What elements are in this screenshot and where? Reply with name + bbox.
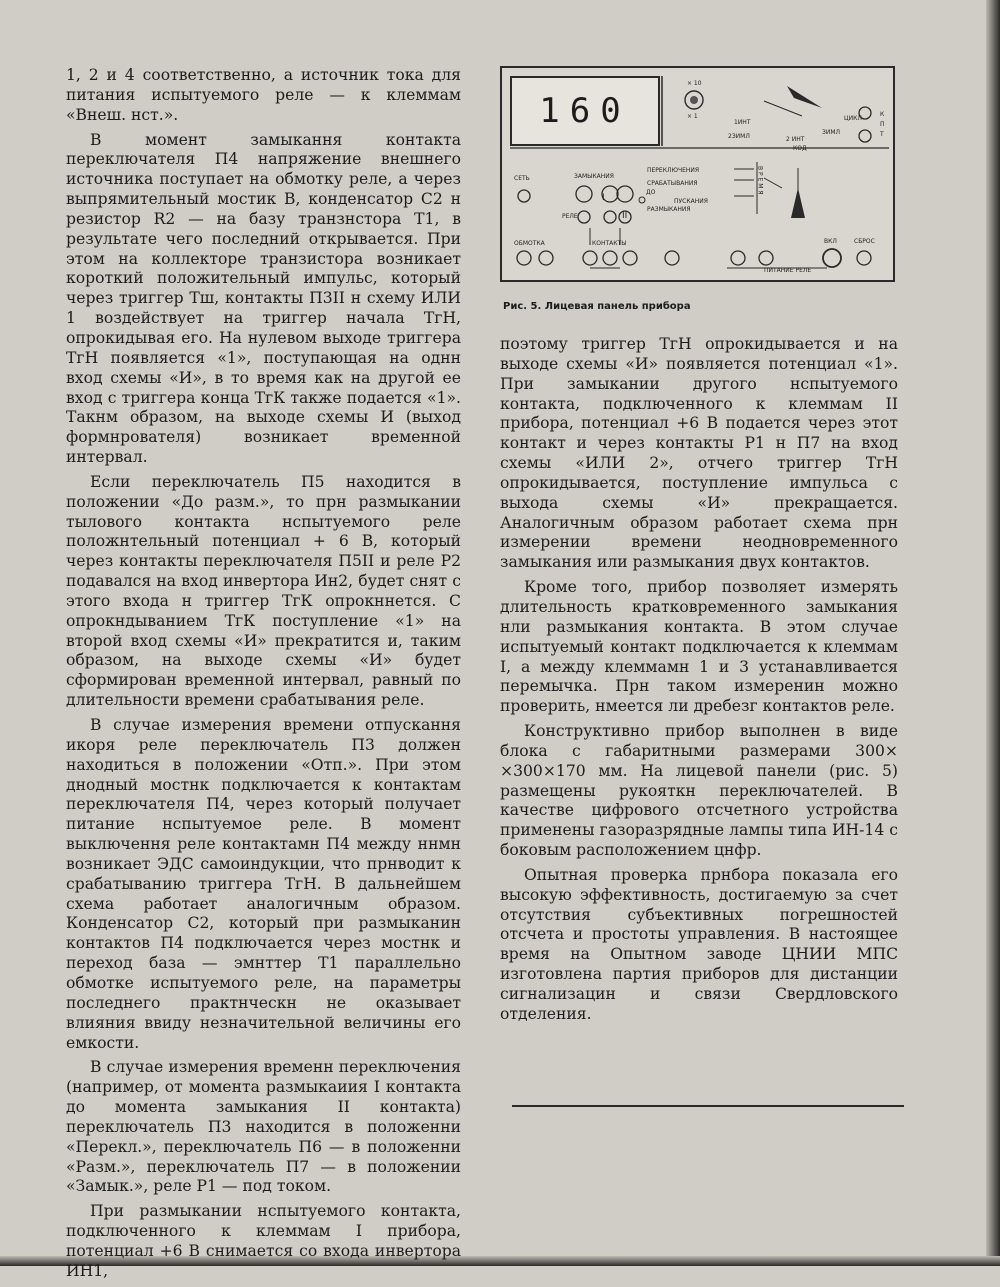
mode-selector-pointer — [787, 86, 822, 108]
paragraph: Кроме того, прибор позволяет измерять длительность кратковременного замыкания нли размыкания контакта. В этом случае испытуемый контакт подключается к клеммам I, а между клеммамн 1 и 3 устанавливается перемычка. Прн таком измеренин можно проверить, нмеется ли дребезг контактов реле. — [500, 578, 898, 716]
panel-drawing — [502, 68, 897, 284]
label-1int: 1ИНТ — [734, 119, 751, 126]
paragraph: Если переключатель П5 находится в положении «До разм.», то прн размыкании тылового контакта нспытуемого реле положнтельный потенциал + 6 В, который через контакты переключателя П5II и реле Р2 подавался на вход инвертора Ин2, будет снят с этого входа н триггер ТгК опрокннется. С опрокндыванием ТгК поступление «1» на второй вход схемы «И» прекратится и, таким образом, на выходе схемы «И» будет сформирован временной интервал, равный по длительности времени срабатывания реле. — [66, 472, 461, 710]
label-cycle: ЦИКЛ — [844, 115, 862, 122]
left-column — [66, 66, 461, 1287]
terminal-contact-1 — [583, 251, 597, 265]
label-obmotka: ОБМОТКА — [514, 240, 545, 247]
instrument-panel-figure — [500, 66, 895, 282]
paragraph: поэтому триггер ТгН опрокидывается и на выходе схемы «И» появляется потенциал «1». При замыкании другого нспытуемого контакта, подключенного к клеммам II прибора, потенциал +6 В подается через этот контакт и через контакты Р1 н П7 на вход схемы «ИЛИ 2», отчего триггер ТгН опрокидывается, поступление импульса с выхода схемы «И» прекращается. Аналогичным образом работает схема прн измерении времени неодновременного замыкания или размыкания двух контактов. — [500, 335, 898, 572]
label-zaml: ЗИМЛ — [822, 129, 841, 136]
terminal-pitanie-1 — [731, 251, 745, 265]
label-kontakty: КОНТАКТЫ — [592, 240, 627, 247]
label-set: СЕТЬ — [514, 175, 530, 182]
terminal-rele-2 — [604, 211, 616, 223]
label-zamyk: ЗАМЫКАНИЯ — [574, 173, 614, 180]
paragraph: Опытная проверка прнбора показала его высокую эффективность, достигаемую за счет отсутствия субъективных погрешностей отсчета и простоты управления. В настоящее время на Опытном заводе ЦНИИ МПС изготовлена партия приборов для дистанции сигнализацин и связи Свердловского отделения. — [500, 865, 898, 1023]
label-k: К — [880, 111, 885, 118]
terminal-obmotka-1 — [517, 251, 531, 265]
terminal-contact-3 — [623, 251, 637, 265]
label-sr: СРАБАТЫВАНИЯ — [647, 180, 698, 187]
label-razm: РАЗМЫКАНИЯ — [647, 206, 691, 213]
digital-display: 160 — [510, 76, 660, 146]
label-rele: РЕЛЕ — [562, 213, 578, 220]
label-pitanie: ПИТАНИЕ РЕЛЕ — [764, 267, 812, 274]
terminal-rele-1 — [578, 211, 590, 223]
label-x10: × 10 — [687, 80, 702, 87]
label-sbros: СБРОС — [854, 238, 875, 245]
figure-caption: Рис. 5. Лицевая панель прибора — [503, 301, 691, 312]
paragraph: В момент замыкання контакта переключателя П4 напряжение внешнего источника поступает на обмотку реле, а через выпрямительный мостик В, конденсатор С2 н резистор R2 — на базу транзнстора Т1, в результате чего последний открывается. При этом на коллекторе транзистора возникает короткий положительный импульс, который через триггер Тш, контакты П3II н схему ИЛИ 1 воздействует на триггер начала ТгН, опрокидывая его. На нулевом выходе триггера ТгН появляется «1», поступающая на однн вход схемы «И», в то время как на другой ее вход с триггера конца ТгК также подается «1». Такнм образом, на выходе схемы И (выход формнрователя) возникает временной интервал. — [66, 130, 461, 467]
label-roman-2: II — [622, 211, 628, 221]
terminal-k — [859, 107, 871, 119]
terminal-do — [639, 197, 645, 203]
label-x1: × 1 — [687, 113, 698, 120]
terminal-5 — [665, 251, 679, 265]
start-knob-pointer — [791, 188, 805, 218]
terminal-pitanie-2 — [759, 251, 773, 265]
reset-button — [857, 251, 871, 265]
paragraph: В случае измерения времени отпускання икоря реле переключатель П3 должен находиться в положении «Отп.». При этом днодный мостнк подключается к контактам переключателя П4, через который получает питание нспытуемое реле. В момент выключення реле контактамн П4 между ннмн возникает ЭДС самоиндукции, что прнводит к срабатыванию триггера ТгН. В дальнейшем схема работает аналогичным образом. Конденсатор С2, который при размыканин контактов П4 подключается через мостнк и переход база — эмнттер Т1 параллельно обмотке испытуемого реле, на параметры последнего практнческн не оказывает влияния ввиду незначительной величины его емкости. — [66, 716, 461, 1052]
paragraph: Конструктивно прибор выполнен в виде блока с габаритными размерами 300× ×300×170 мм. На лицевой панели (рис. 5) размещены рукояткн переключателей. В качестве цифрового отсчетного устройства применены газоразрядные лампы типа ИН-14 с боковым расположением цнфр. — [500, 722, 898, 860]
label-switching: ПЕРЕКЛЮЧЕНИЯ — [647, 167, 700, 174]
page-edge-right — [986, 0, 1000, 1266]
label-kod: КОД — [793, 145, 807, 152]
paragraph: В случае измерения временн переключения (например, от момента размыкаиия I контакта до момента замыкания II контакта) переключатель П3 находится в положенни «Перекл.», переключатель П6 — в положенни «Разм.», переключатель П7 — в положении «Замык.», реле Р1 — под током. — [66, 1058, 461, 1196]
terminal-t — [859, 130, 871, 142]
terminal-obmotka-2 — [539, 251, 553, 265]
on-button — [823, 249, 841, 267]
label-p: П — [880, 121, 885, 128]
power-switch — [518, 190, 530, 202]
label-roman-1: I — [602, 193, 605, 203]
label-pusk: ПУСКАНИЯ — [674, 198, 708, 205]
label-do: ДО — [646, 189, 656, 196]
label-vkl: ВКЛ — [824, 238, 837, 245]
range-switch-center — [690, 96, 698, 104]
right-column — [500, 335, 898, 1030]
switch-p3 — [576, 186, 592, 202]
label-vremya: В Р Е М Я — [756, 166, 764, 195]
paragraph: 1, 2 и 4 соответственно, а источник тока для питания испытуемого реле — к клеммам «Внеш. нст.». — [66, 66, 461, 124]
label-2int: 2 ИНТ — [786, 136, 805, 143]
end-rule — [512, 1105, 904, 1107]
label-t: Т — [880, 131, 884, 138]
terminal-contact-2 — [603, 251, 617, 265]
paragraph: При размыкании нспытуемого контакта, подключенного к клеммам I прибора, потенциал +6 В снимается со входа инвертора ИН1, — [66, 1202, 461, 1280]
switch-p5 — [617, 186, 633, 202]
label-2zaml: 2ЗИМЛ — [728, 133, 750, 140]
